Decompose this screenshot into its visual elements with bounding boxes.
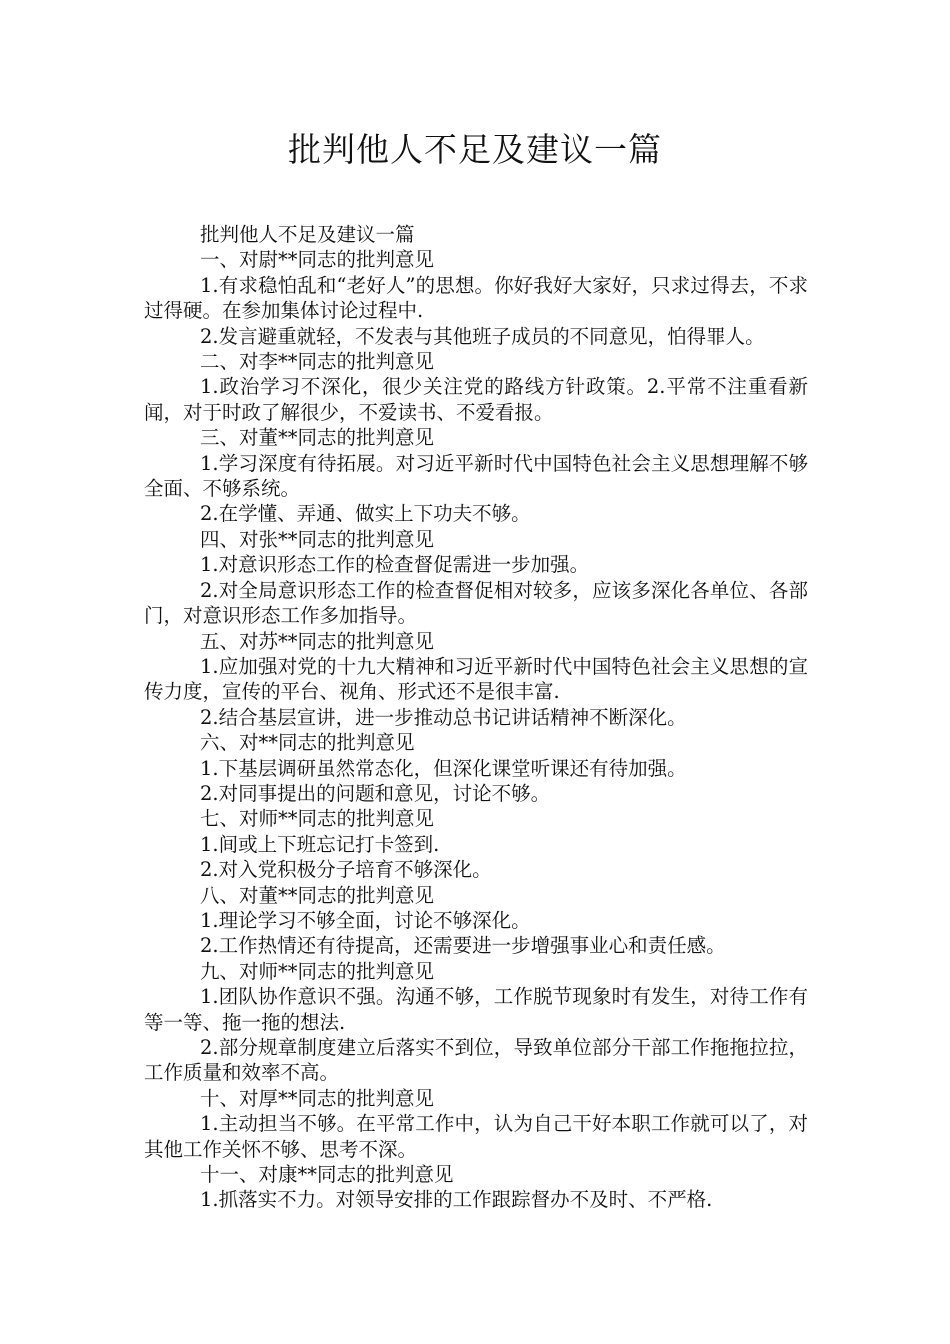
paragraph: 1.团队协作意识不强。沟通不够，工作脱节现象时有发生，对待工作有等一等、拖一拖的想法. [144, 985, 808, 1034]
paragraph: 1.政治学习不深化，很少关注党的路线方针政策。2.平常不注重看新闻，对于时政了解很少，不爱读书、不爱看报。 [144, 375, 808, 424]
document-body [144, 222, 808, 1213]
paragraph: 2.对全局意识形态工作的检查督促相对较多，应该多深化各单位、各部门，对意识形态工作多加指导。 [144, 578, 808, 628]
paragraph: 2.部分规章制度建立后落实不到位，导致单位部分干部工作拖拖拉拉，工作质量和效率不高。 [144, 1036, 808, 1085]
paragraph: 六、对**同志的批判意见 [200, 731, 415, 755]
paragraph: 1.抓落实不力。对领导安排的工作跟踪督办不及时、不严格. [200, 1188, 713, 1212]
paragraph: 十、对厚**同志的批判意见 [200, 1086, 435, 1110]
paragraph: 1.间或上下班忘记打卡签到. [200, 832, 440, 856]
paragraph: 2.结合基层宣讲，进一步推动总书记讲话精神不断深化。 [200, 705, 687, 729]
paragraph: 1.下基层调研虽然常态化，但深化课堂听课还有待加强。 [200, 756, 687, 780]
paragraph: 1.主动担当不够。在平常工作中，认为自己干好本职工作就可以了，对其他工作关怀不够、思考不深。 [144, 1112, 808, 1161]
paragraph: 九、对师**同志的批判意见 [200, 959, 435, 983]
paragraph: 五、对苏**同志的批判意见 [200, 629, 435, 653]
document-title: 批判他人不足及建议一篇 [288, 130, 662, 169]
paragraph: 1.应加强对党的十九大精神和习近平新时代中国特色社会主义思想的宣传力度，宣传的平台、视角、形式还不是很丰富. [144, 654, 808, 704]
paragraph: 七、对师**同志的批判意见 [200, 807, 435, 831]
paragraph: 2.发言避重就轻，不发表与其他班子成员的不同意见，怕得罪人。 [200, 324, 765, 348]
paragraph: 2.对同事提出的问题和意见，讨论不够。 [200, 781, 551, 805]
paragraph: 1.对意识形态工作的检查督促需进一步加强。 [200, 553, 590, 577]
paragraph: 2.对入党积极分子培育不够深化。 [200, 858, 492, 882]
paragraph: 1.理论学习不够全面，讨论不够深化。 [200, 908, 531, 932]
paragraph: 十一、对康**同志的批判意见 [200, 1163, 454, 1187]
paragraph: 1.有求稳怕乱和“老好人”的思想。你好我好大家好，只求过得去，不求过得硬。在参加集体讨论过程中. [144, 273, 808, 323]
paragraph: 四、对张**同志的批判意见 [200, 527, 435, 551]
paragraph: 二、对李**同志的批判意见 [200, 350, 435, 374]
paragraph: 八、对董**同志的批判意见 [200, 883, 435, 907]
paragraph: 批判他人不足及建议一篇 [200, 223, 415, 246]
paragraph: 2.工作热情还有待提高，还需要进一步增强事业心和责任感。 [200, 934, 726, 958]
paragraph: 1.学习深度有待拓展。对习近平新时代中国特色社会主义思想理解不够全面、不够系统。 [144, 451, 808, 501]
paragraph: 一、对尉**同志的批判意见 [200, 248, 435, 272]
paragraph: 三、对董**同志的批判意见 [200, 426, 435, 450]
paragraph: 2.在学懂、弄通、做实上下功夫不够。 [200, 502, 531, 526]
